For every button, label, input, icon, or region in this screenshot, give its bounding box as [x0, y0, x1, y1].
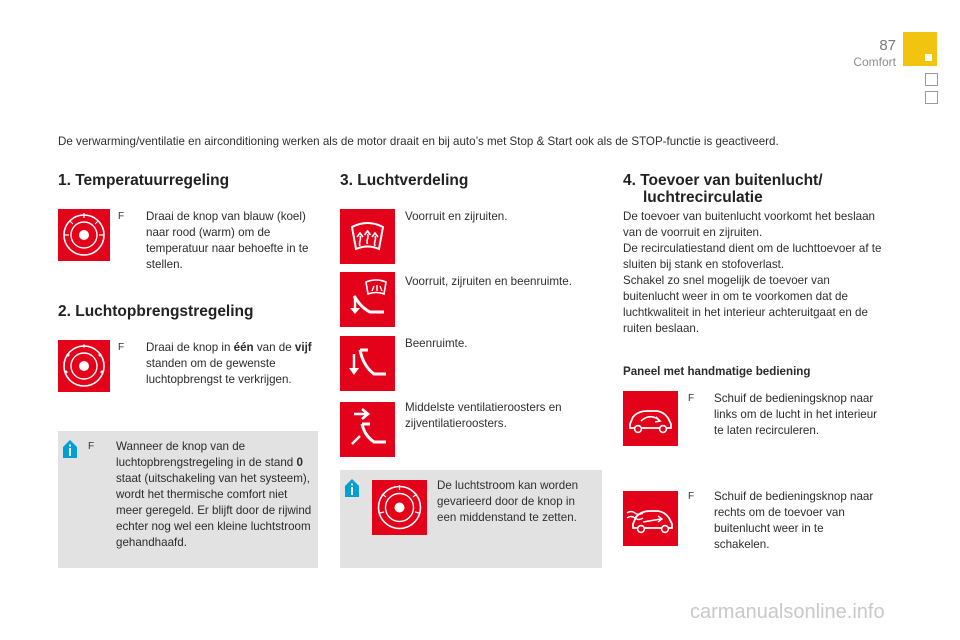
subheading: Paneel met handmatige bediening: [623, 365, 811, 378]
chapter-tab-empty: [925, 91, 938, 104]
section-title: 3. Luchtverdeling: [340, 172, 469, 189]
watermark: carmanualsonline.info: [690, 601, 885, 623]
section-label: Comfort: [853, 55, 896, 69]
fan-speed-knob-icon: [58, 340, 110, 392]
intro-text: De verwarming/ventilatie en airconditioning werken als de motor draait en bij auto’s met Stop & Start ook als de STOP-functie is geactiveerd.: [58, 135, 779, 148]
info-note: [58, 431, 318, 568]
paragraph: De recirculatiestand dient om de luchttoevoer af te sluiten bij stank en stofoverlast.: [623, 242, 882, 271]
windscreen-and-feet-icon: [340, 272, 395, 327]
chapter-tab: [903, 32, 937, 66]
bullet-icon: F: [118, 342, 125, 353]
chapter-tab-empty: [925, 73, 938, 86]
distribution-knob-icon: [372, 480, 427, 535]
bullet-icon: F: [88, 441, 95, 452]
page-number: 87: [879, 37, 896, 54]
section-title-continued: luchtrecirculatie: [643, 189, 763, 206]
section-title: 1. Temperatuurregeling: [58, 172, 230, 189]
paragraph: Schakel zo snel mogelijk de toevoer van buitenlucht weer in om te voorkomen dat de luchtkwaliteit in het interieur achteruitgaat en de ruiten beslaan.: [623, 274, 868, 335]
paragraph: De toevoer van buitenlucht voorkomt het beslaan van de voorruit en zijruiten.: [623, 210, 875, 239]
bullet-icon: F: [118, 211, 125, 222]
windscreen-demist-icon: [340, 209, 395, 264]
face-vent-icon: [340, 402, 395, 457]
instruction-text: Draai de knop in één van de vijf standen om de gewenste luchtopbrengst te verkrijgen.: [146, 341, 312, 386]
note-text: Wanneer de knop van de luchtopbrengstregeling in de stand 0 staat (uitschakeling van het systeem), wordt het thermische comfort niet meer geregeld. Er blijft door de rijwind echter nog wel een kleine luchtstroom gehandhaafd.: [116, 440, 312, 549]
distribution-label: Voorruit en zijruiten.: [405, 210, 508, 223]
info-icon: [63, 440, 77, 458]
info-note: [340, 470, 602, 568]
temperature-knob-icon: [58, 209, 110, 261]
bullet-icon: F: [688, 393, 695, 404]
instruction-text: Schuif de bedieningsknop naar rechts om de toevoer van buitenlucht weer in te schakelen.: [714, 490, 874, 551]
bullet-icon: F: [688, 491, 695, 502]
feet-vent-icon: [340, 336, 395, 391]
instruction-text: Schuif de bedieningsknop naar links om de lucht in het interieur te laten recirculeren.: [714, 392, 878, 437]
section-title: 4. Toevoer van buitenlucht/: [623, 172, 823, 189]
distribution-label: Voorruit, zijruiten en beenruimte.: [405, 275, 572, 288]
note-text: De luchtstroom kan worden gevarieerd door de knop in een middenstand te zetten.: [437, 479, 579, 524]
fresh-air-icon: [623, 491, 678, 546]
instruction-text: Draai de knop van blauw (koel) naar rood (warm) om de temperatuur naar behoefte in te stellen.: [146, 210, 309, 271]
info-icon: [345, 479, 359, 497]
distribution-label: Beenruimte.: [405, 337, 468, 350]
recirculation-icon: [623, 391, 678, 446]
section-title: 2. Luchtopbrengstregeling: [58, 303, 254, 320]
distribution-label: Middelste ventilatieroosters en zijventilatieroosters.: [405, 401, 562, 430]
